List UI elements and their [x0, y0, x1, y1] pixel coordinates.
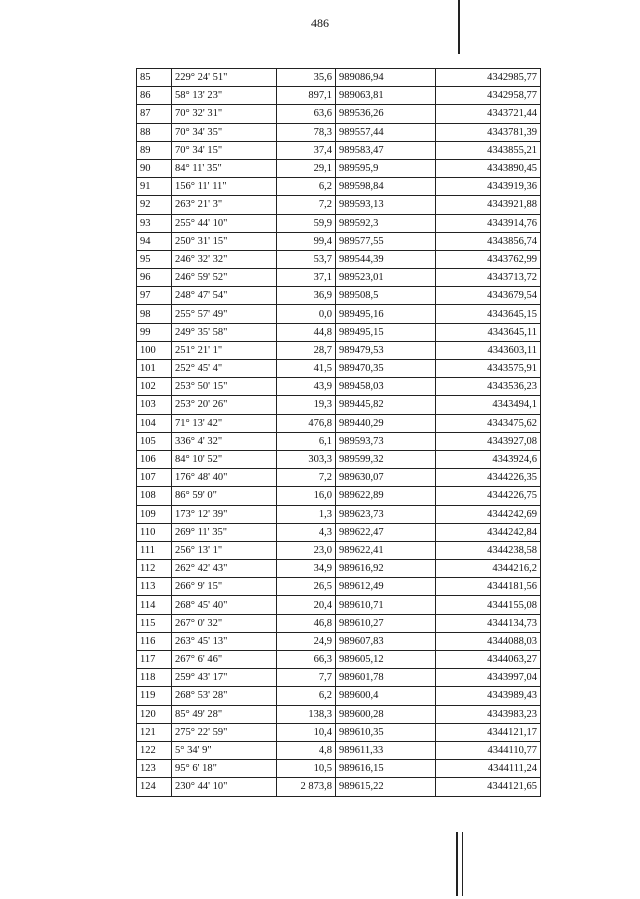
- direction-angle-cell: 259° 43' 17": [172, 669, 277, 687]
- x-coordinate-cell: 989583,47: [336, 141, 436, 159]
- direction-angle-cell: 252° 45' 4": [172, 360, 277, 378]
- length-cell: 24,9: [277, 632, 336, 650]
- point-number-cell: 89: [137, 141, 172, 159]
- table-row: [137, 159, 541, 177]
- x-coordinate-cell: 989445,82: [336, 396, 436, 414]
- direction-angle-cell: 268° 53' 28": [172, 687, 277, 705]
- x-coordinate-cell: 989610,35: [336, 723, 436, 741]
- direction-angle-cell: 156° 11' 11": [172, 178, 277, 196]
- direction-angle-cell: 255° 44' 10": [172, 214, 277, 232]
- point-number-cell: 95: [137, 250, 172, 268]
- direction-angle-cell: 250° 31' 15": [172, 232, 277, 250]
- point-number-cell: 110: [137, 523, 172, 541]
- table-row: [137, 487, 541, 505]
- x-coordinate-cell: 989600,28: [336, 705, 436, 723]
- length-cell: 63,6: [277, 105, 336, 123]
- y-coordinate-cell: 4343603,11: [436, 341, 541, 359]
- y-coordinate-cell: 4343781,39: [436, 123, 541, 141]
- table-row: [137, 469, 541, 487]
- direction-angle-cell: 263° 21' 3": [172, 196, 277, 214]
- x-coordinate-cell: 989607,83: [336, 632, 436, 650]
- direction-angle-cell: 251° 21' 1": [172, 341, 277, 359]
- length-cell: 303,3: [277, 450, 336, 468]
- x-coordinate-cell: 989063,81: [336, 87, 436, 105]
- direction-angle-cell: 253° 20' 26": [172, 396, 277, 414]
- direction-angle-cell: 246° 59' 52": [172, 269, 277, 287]
- direction-angle-cell: 84° 10' 52": [172, 450, 277, 468]
- point-number-cell: 109: [137, 505, 172, 523]
- x-coordinate-cell: 989458,03: [336, 378, 436, 396]
- table-row: [137, 596, 541, 614]
- point-number-cell: 88: [137, 123, 172, 141]
- length-cell: 66,3: [277, 651, 336, 669]
- length-cell: 29,1: [277, 159, 336, 177]
- point-number-cell: 120: [137, 705, 172, 723]
- length-cell: 20,4: [277, 596, 336, 614]
- x-coordinate-cell: 989616,92: [336, 560, 436, 578]
- point-number-cell: 100: [137, 341, 172, 359]
- direction-angle-cell: 266° 9' 15": [172, 578, 277, 596]
- length-cell: 36,9: [277, 287, 336, 305]
- y-coordinate-cell: 4344121,17: [436, 723, 541, 741]
- point-number-cell: 118: [137, 669, 172, 687]
- y-coordinate-cell: 4344155,08: [436, 596, 541, 614]
- length-cell: 23,0: [277, 541, 336, 559]
- x-coordinate-cell: 989593,73: [336, 432, 436, 450]
- length-cell: 10,5: [277, 760, 336, 778]
- length-cell: 34,9: [277, 560, 336, 578]
- x-coordinate-cell: 989605,12: [336, 651, 436, 669]
- point-number-cell: 104: [137, 414, 172, 432]
- y-coordinate-cell: 4344238,58: [436, 541, 541, 559]
- table-row: [137, 741, 541, 759]
- length-cell: 37,4: [277, 141, 336, 159]
- point-number-cell: 115: [137, 614, 172, 632]
- length-cell: 7,7: [277, 669, 336, 687]
- length-cell: 0,0: [277, 305, 336, 323]
- x-coordinate-cell: 989495,15: [336, 323, 436, 341]
- coordinates-table-body: [137, 69, 541, 797]
- direction-angle-cell: 58° 13' 23": [172, 87, 277, 105]
- point-number-cell: 86: [137, 87, 172, 105]
- x-coordinate-cell: 989630,07: [336, 469, 436, 487]
- point-number-cell: 108: [137, 487, 172, 505]
- length-cell: 897,1: [277, 87, 336, 105]
- table-row: [137, 687, 541, 705]
- point-number-cell: 117: [137, 651, 172, 669]
- scan-mark-bottom-2: [462, 832, 463, 896]
- direction-angle-cell: 230° 44' 10": [172, 778, 277, 796]
- length-cell: 7,2: [277, 196, 336, 214]
- x-coordinate-cell: 989086,94: [336, 69, 436, 87]
- x-coordinate-cell: 989508,5: [336, 287, 436, 305]
- point-number-cell: 103: [137, 396, 172, 414]
- y-coordinate-cell: 4343890,45: [436, 159, 541, 177]
- length-cell: 28,7: [277, 341, 336, 359]
- point-number-cell: 93: [137, 214, 172, 232]
- table-row: [137, 705, 541, 723]
- direction-angle-cell: 5° 34' 9": [172, 741, 277, 759]
- x-coordinate-cell: 989470,35: [336, 360, 436, 378]
- table-row: [137, 269, 541, 287]
- length-cell: 46,8: [277, 614, 336, 632]
- y-coordinate-cell: 4343997,04: [436, 669, 541, 687]
- point-number-cell: 124: [137, 778, 172, 796]
- direction-angle-cell: 253° 50' 15": [172, 378, 277, 396]
- direction-angle-cell: 85° 49' 28": [172, 705, 277, 723]
- direction-angle-cell: 229° 24' 51": [172, 69, 277, 87]
- direction-angle-cell: 256° 13' 1": [172, 541, 277, 559]
- point-number-cell: 113: [137, 578, 172, 596]
- table-row: [137, 669, 541, 687]
- length-cell: 138,3: [277, 705, 336, 723]
- direction-angle-cell: 173° 12' 39": [172, 505, 277, 523]
- table-row: [137, 232, 541, 250]
- length-cell: 7,2: [277, 469, 336, 487]
- x-coordinate-cell: 989610,27: [336, 614, 436, 632]
- y-coordinate-cell: 4343914,76: [436, 214, 541, 232]
- point-number-cell: 97: [137, 287, 172, 305]
- x-coordinate-cell: 989601,78: [336, 669, 436, 687]
- x-coordinate-cell: 989598,84: [336, 178, 436, 196]
- point-number-cell: 114: [137, 596, 172, 614]
- direction-angle-cell: 249° 35' 58": [172, 323, 277, 341]
- y-coordinate-cell: 4343762,99: [436, 250, 541, 268]
- table-row: [137, 760, 541, 778]
- x-coordinate-cell: 989479,53: [336, 341, 436, 359]
- point-number-cell: 96: [137, 269, 172, 287]
- table-row: [137, 87, 541, 105]
- y-coordinate-cell: 4342958,77: [436, 87, 541, 105]
- x-coordinate-cell: 989611,33: [336, 741, 436, 759]
- y-coordinate-cell: 4343721,44: [436, 105, 541, 123]
- table-row: [137, 305, 541, 323]
- y-coordinate-cell: 4342985,77: [436, 69, 541, 87]
- point-number-cell: 107: [137, 469, 172, 487]
- y-coordinate-cell: 4344088,03: [436, 632, 541, 650]
- y-coordinate-cell: 4343983,23: [436, 705, 541, 723]
- direction-angle-cell: 336° 4' 32": [172, 432, 277, 450]
- length-cell: 26,5: [277, 578, 336, 596]
- x-coordinate-cell: 989622,41: [336, 541, 436, 559]
- table-row: [137, 69, 541, 87]
- y-coordinate-cell: 4344111,24: [436, 760, 541, 778]
- direction-angle-cell: 275° 22' 59": [172, 723, 277, 741]
- y-coordinate-cell: 4344181,56: [436, 578, 541, 596]
- table-row: [137, 287, 541, 305]
- y-coordinate-cell: 4343713,72: [436, 269, 541, 287]
- x-coordinate-cell: 989592,3: [336, 214, 436, 232]
- direction-angle-cell: 267° 0' 32": [172, 614, 277, 632]
- x-coordinate-cell: 989622,47: [336, 523, 436, 541]
- direction-angle-cell: 255° 57' 49": [172, 305, 277, 323]
- point-number-cell: 123: [137, 760, 172, 778]
- direction-angle-cell: 246° 32' 32": [172, 250, 277, 268]
- length-cell: 4,8: [277, 741, 336, 759]
- y-coordinate-cell: 4344216,2: [436, 560, 541, 578]
- y-coordinate-cell: 4344134,73: [436, 614, 541, 632]
- table-row: [137, 560, 541, 578]
- point-number-cell: 98: [137, 305, 172, 323]
- y-coordinate-cell: 4343919,36: [436, 178, 541, 196]
- length-cell: 37,1: [277, 269, 336, 287]
- table-row: [137, 178, 541, 196]
- length-cell: 1,3: [277, 505, 336, 523]
- y-coordinate-cell: 4343679,54: [436, 287, 541, 305]
- point-number-cell: 106: [137, 450, 172, 468]
- x-coordinate-cell: 989600,4: [336, 687, 436, 705]
- table-row: [137, 341, 541, 359]
- length-cell: 43,9: [277, 378, 336, 396]
- point-number-cell: 94: [137, 232, 172, 250]
- length-cell: 53,7: [277, 250, 336, 268]
- y-coordinate-cell: 4343645,15: [436, 305, 541, 323]
- point-number-cell: 119: [137, 687, 172, 705]
- table-row: [137, 214, 541, 232]
- length-cell: 41,5: [277, 360, 336, 378]
- x-coordinate-cell: 989577,55: [336, 232, 436, 250]
- y-coordinate-cell: 4343475,62: [436, 414, 541, 432]
- length-cell: 44,8: [277, 323, 336, 341]
- y-coordinate-cell: 4343989,43: [436, 687, 541, 705]
- direction-angle-cell: 262° 42' 43": [172, 560, 277, 578]
- y-coordinate-cell: 4343855,21: [436, 141, 541, 159]
- y-coordinate-cell: 4344110,77: [436, 741, 541, 759]
- direction-angle-cell: 70° 32' 31": [172, 105, 277, 123]
- length-cell: 2 873,8: [277, 778, 336, 796]
- table-row: [137, 250, 541, 268]
- length-cell: 6,2: [277, 687, 336, 705]
- table-row: [137, 105, 541, 123]
- point-number-cell: 85: [137, 69, 172, 87]
- y-coordinate-cell: 4344121,65: [436, 778, 541, 796]
- length-cell: 6,2: [277, 178, 336, 196]
- y-coordinate-cell: 4343494,1: [436, 396, 541, 414]
- y-coordinate-cell: 4344063,27: [436, 651, 541, 669]
- x-coordinate-cell: 989622,89: [336, 487, 436, 505]
- x-coordinate-cell: 989495,16: [336, 305, 436, 323]
- direction-angle-cell: 268° 45' 40": [172, 596, 277, 614]
- direction-angle-cell: 263° 45' 13": [172, 632, 277, 650]
- point-number-cell: 105: [137, 432, 172, 450]
- table-row: [137, 378, 541, 396]
- x-coordinate-cell: 989523,01: [336, 269, 436, 287]
- direction-angle-cell: 70° 34' 35": [172, 123, 277, 141]
- table-row: [137, 323, 541, 341]
- scan-mark-top: [458, 0, 460, 54]
- x-coordinate-cell: 989612,49: [336, 578, 436, 596]
- direction-angle-cell: 70° 34' 15": [172, 141, 277, 159]
- table-row: [137, 123, 541, 141]
- y-coordinate-cell: 4343927,08: [436, 432, 541, 450]
- point-number-cell: 111: [137, 541, 172, 559]
- table-row: [137, 541, 541, 559]
- y-coordinate-cell: 4343645,11: [436, 323, 541, 341]
- table-row: [137, 632, 541, 650]
- table-row: [137, 614, 541, 632]
- x-coordinate-cell: 989544,39: [336, 250, 436, 268]
- y-coordinate-cell: 4344226,75: [436, 487, 541, 505]
- direction-angle-cell: 86° 59' 0": [172, 487, 277, 505]
- table-row: [137, 396, 541, 414]
- table-row: [137, 651, 541, 669]
- coordinates-table: [136, 68, 541, 797]
- point-number-cell: 90: [137, 159, 172, 177]
- table-row: [137, 414, 541, 432]
- y-coordinate-cell: 4343921,88: [436, 196, 541, 214]
- table-row: [137, 723, 541, 741]
- direction-angle-cell: 248° 47' 54": [172, 287, 277, 305]
- y-coordinate-cell: 4344242,84: [436, 523, 541, 541]
- x-coordinate-cell: 989610,71: [336, 596, 436, 614]
- x-coordinate-cell: 989557,44: [336, 123, 436, 141]
- scan-mark-bottom: [456, 832, 458, 896]
- point-number-cell: 87: [137, 105, 172, 123]
- direction-angle-cell: 267° 6' 46": [172, 651, 277, 669]
- table-row: [137, 360, 541, 378]
- direction-angle-cell: 269° 11' 35": [172, 523, 277, 541]
- length-cell: 6,1: [277, 432, 336, 450]
- page-number: 486: [311, 16, 329, 30]
- x-coordinate-cell: 989623,73: [336, 505, 436, 523]
- point-number-cell: 101: [137, 360, 172, 378]
- y-coordinate-cell: 4343856,74: [436, 232, 541, 250]
- table-row: [137, 505, 541, 523]
- table-row: [137, 578, 541, 596]
- y-coordinate-cell: 4343924,6: [436, 450, 541, 468]
- direction-angle-cell: 95° 6' 18": [172, 760, 277, 778]
- point-number-cell: 91: [137, 178, 172, 196]
- point-number-cell: 102: [137, 378, 172, 396]
- length-cell: 10,4: [277, 723, 336, 741]
- table-row: [137, 141, 541, 159]
- x-coordinate-cell: 989615,22: [336, 778, 436, 796]
- length-cell: 19,3: [277, 396, 336, 414]
- length-cell: 99,4: [277, 232, 336, 250]
- direction-angle-cell: 71° 13' 42": [172, 414, 277, 432]
- x-coordinate-cell: 989440,29: [336, 414, 436, 432]
- point-number-cell: 121: [137, 723, 172, 741]
- length-cell: 59,9: [277, 214, 336, 232]
- x-coordinate-cell: 989599,32: [336, 450, 436, 468]
- point-number-cell: 92: [137, 196, 172, 214]
- length-cell: 35,6: [277, 69, 336, 87]
- table-row: [137, 778, 541, 796]
- direction-angle-cell: 176° 48' 40": [172, 469, 277, 487]
- table-row: [137, 450, 541, 468]
- y-coordinate-cell: 4343536,23: [436, 378, 541, 396]
- table-row: [137, 196, 541, 214]
- length-cell: 78,3: [277, 123, 336, 141]
- x-coordinate-cell: 989536,26: [336, 105, 436, 123]
- y-coordinate-cell: 4343575,91: [436, 360, 541, 378]
- x-coordinate-cell: 989595,9: [336, 159, 436, 177]
- table-row: [137, 432, 541, 450]
- point-number-cell: 116: [137, 632, 172, 650]
- y-coordinate-cell: 4344226,35: [436, 469, 541, 487]
- point-number-cell: 122: [137, 741, 172, 759]
- length-cell: 4,3: [277, 523, 336, 541]
- length-cell: 476,8: [277, 414, 336, 432]
- x-coordinate-cell: 989616,15: [336, 760, 436, 778]
- point-number-cell: 99: [137, 323, 172, 341]
- point-number-cell: 112: [137, 560, 172, 578]
- table-row: [137, 523, 541, 541]
- x-coordinate-cell: 989593,13: [336, 196, 436, 214]
- direction-angle-cell: 84° 11' 35": [172, 159, 277, 177]
- length-cell: 16,0: [277, 487, 336, 505]
- y-coordinate-cell: 4344242,69: [436, 505, 541, 523]
